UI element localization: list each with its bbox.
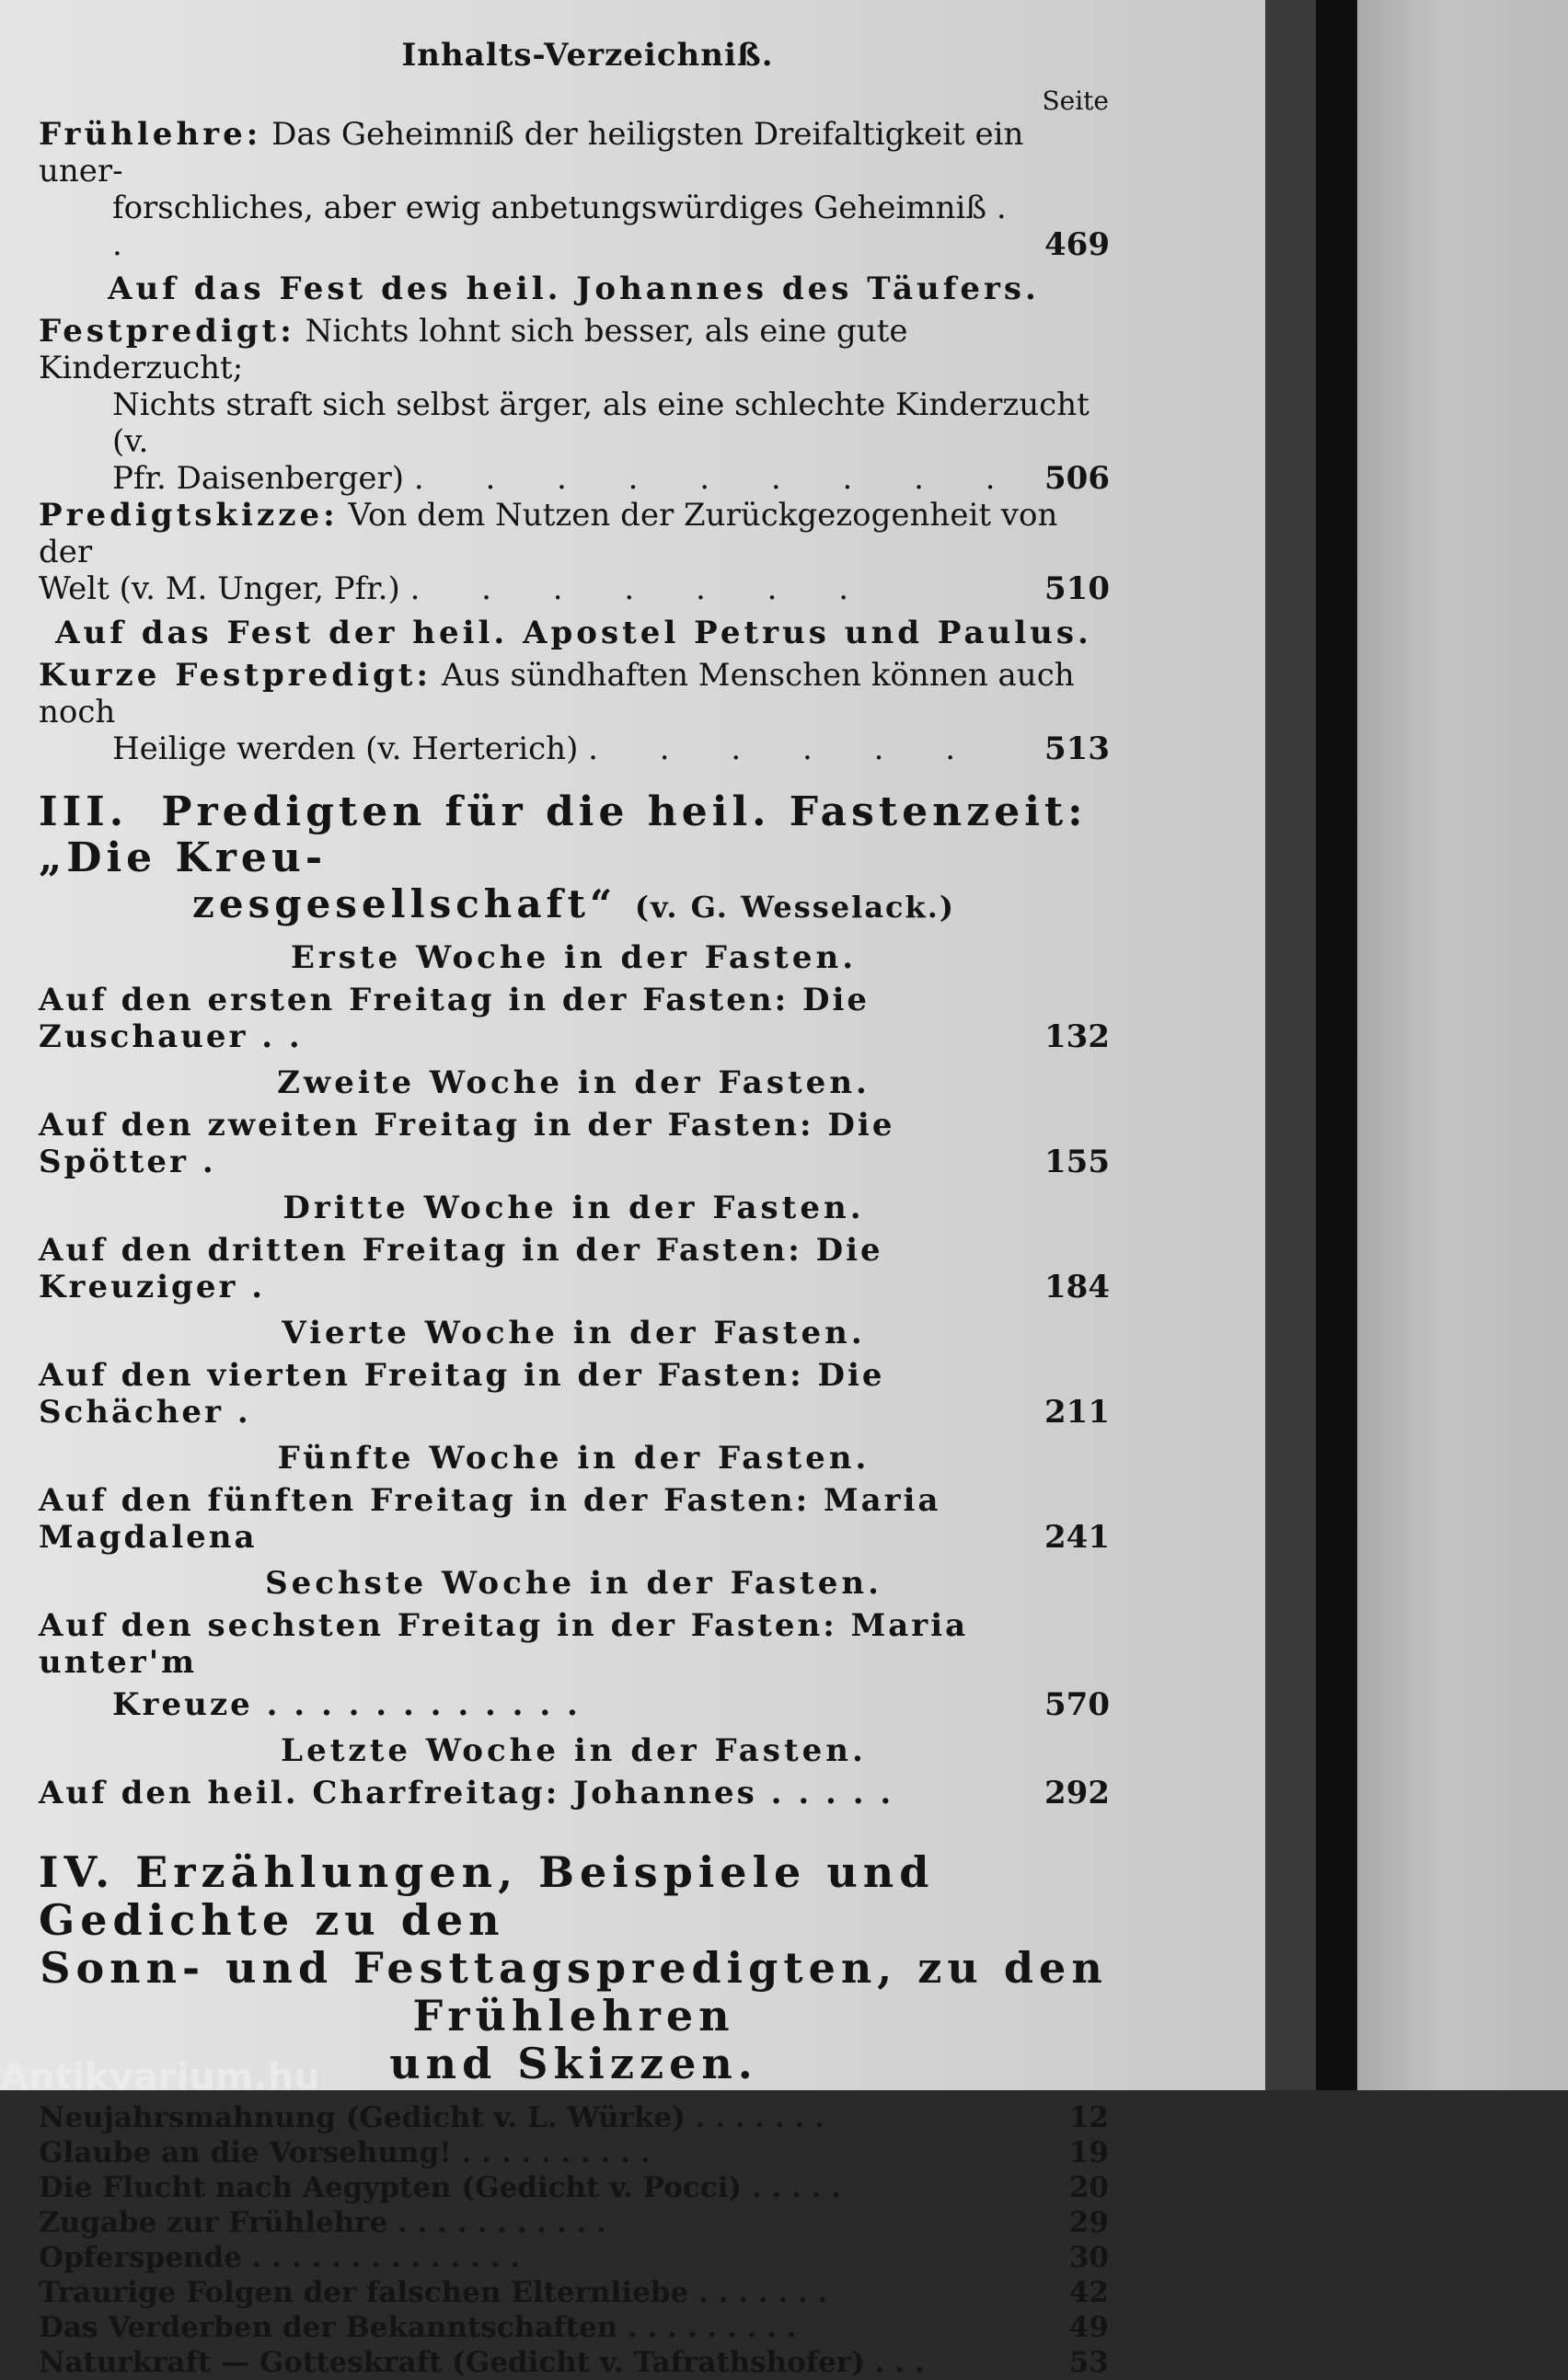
week-heading: Fünfte Woche in der Fasten. — [277, 1440, 870, 1477]
entry-text: Auf den dritten Freitag in der Fasten: Die Kreuziger — [39, 1232, 883, 1305]
section-title: Erzählungen, Beispiele und Gedichte zu den — [39, 1847, 935, 1945]
leader-dots: . — [251, 1269, 266, 1305]
page-number: 20 — [1068, 2171, 1109, 2204]
entry-label: Kurze Festpredigt: — [39, 657, 432, 694]
page-number: 49 — [1068, 2311, 1109, 2344]
list-item — [39, 2170, 1109, 2205]
page-number: 19 — [1068, 2136, 1109, 2169]
section-author: (v. G. Wesselack.) — [634, 890, 955, 925]
toc-entry — [39, 1775, 1109, 1811]
toc-entry — [39, 497, 1109, 570]
section-title: Predigten für die heil. Fastenzeit: „Die Kreu- — [39, 788, 1088, 881]
list-item — [39, 2205, 1109, 2240]
leader-dots: . . . . . — [751, 2171, 841, 2204]
entry-text: Auf den vierten Freitag in der Fasten: Die Schächer — [39, 1357, 885, 1431]
toc-entry — [39, 1607, 1109, 1681]
entry-text: Opferspende — [39, 2241, 242, 2274]
toc-entry — [39, 657, 1109, 730]
leader-dots: . . . . . . . — [409, 570, 875, 607]
entry-text: forschliches, aber ewig anbetungswürdiges Geheimniß — [112, 190, 987, 226]
toc-entry — [39, 1232, 1109, 1305]
feast-heading: Auf das Fest der heil. Apostel Petrus und Paulus. — [55, 615, 1092, 651]
leader-dots: . . . . . . . . . — [413, 460, 1021, 497]
entry-label: Predigtskizze: — [39, 497, 339, 534]
toc-entry — [39, 313, 1109, 386]
toc-entry-continued — [39, 730, 1109, 767]
leader-dots: . . . . . . . — [695, 2101, 824, 2134]
entry-text: Das Geheimniß der heiligsten Dreifaltigkeit ein uner- — [39, 116, 1024, 190]
page-number: 506 — [1044, 460, 1110, 497]
toc-entry — [39, 982, 1109, 1055]
page-number: 30 — [1068, 2241, 1109, 2274]
page-number: 53 — [1068, 2346, 1109, 2379]
entry-text: Auf den heil. Charfreitag: Johannes — [39, 1775, 757, 1811]
leader-dots: . . . . . . . . . — [628, 2311, 797, 2344]
toc-entry-continued — [39, 570, 1109, 607]
leader-dots: . . . — [874, 2346, 925, 2379]
entry-text: Aus sündhaften Menschen können auch noch — [39, 657, 1075, 730]
table-of-contents — [39, 37, 1109, 2380]
page-number: 513 — [1044, 730, 1110, 767]
toc-entry-continued — [39, 190, 1109, 263]
section-title: zesgesellschaft“ — [192, 881, 617, 926]
list-item — [39, 2345, 1109, 2380]
toc-entry-continued — [39, 1686, 1109, 1723]
entry-label: Festpredigt: — [39, 313, 295, 350]
leader-dots: . . . . . . . . . . . — [398, 2206, 606, 2239]
list-item — [39, 2240, 1109, 2275]
leader-dots: . — [236, 1394, 251, 1431]
entry-text: Pfr. Daisenberger) — [112, 460, 405, 497]
entry-text: Glaube an die Vorsehung! — [39, 2136, 452, 2169]
entry-text: Welt (v. M. Unger, Pfr.) — [39, 570, 400, 607]
page-number: 184 — [1044, 1269, 1110, 1305]
toc-entry — [39, 1482, 1109, 1556]
entry-text: Die Flucht nach Aegypten (Gedicht v. Pocci) — [39, 2171, 743, 2204]
leader-dots: . . . . . — [770, 1775, 894, 1811]
list-item — [39, 2100, 1109, 2135]
entry-text: Traurige Folgen der falschen Elternliebe — [39, 2276, 689, 2309]
entry-text: Kreuze — [112, 1686, 253, 1723]
entry-text: Nichts straft sich selbst ärger, als eine schlechte Kinderzucht (v. — [112, 386, 1090, 460]
entry-text: Auf den sechsten Freitag in der Fasten: Maria unter'm — [39, 1607, 969, 1681]
leader-dots: . . . . . . . . . . — [461, 2136, 651, 2169]
page-title: Inhalts-Verzeichniß. — [401, 37, 774, 74]
leader-dots: . . — [261, 1018, 303, 1055]
week-heading: Letzte Woche in der Fasten. — [281, 1732, 867, 1769]
section-heading — [39, 789, 1109, 930]
page-number: 12 — [1068, 2101, 1109, 2134]
entry-text: Neujahrsmahnung (Gedicht v. L. Würke) — [39, 2101, 686, 2134]
toc-entry — [39, 1107, 1109, 1180]
section-title: und Skizzen. — [389, 2039, 758, 2088]
leader-dots: . . . . . . . . . . . . — [266, 1686, 581, 1723]
toc-entry — [39, 1357, 1109, 1431]
entry-text: Nichts lohnt sich besser, als eine gute Kinderzucht; — [39, 313, 908, 386]
section-heading — [39, 1848, 1109, 2087]
week-heading: Zweite Woche in der Fasten. — [277, 1064, 870, 1101]
week-heading: Erste Woche in der Fasten. — [290, 939, 858, 976]
entry-label: Frühlehre: — [39, 116, 262, 153]
leader-dots: . — [202, 1144, 216, 1180]
page-gutter — [1265, 0, 1316, 2090]
list-item — [39, 2135, 1109, 2170]
week-heading: Dritte Woche in der Fasten. — [282, 1190, 865, 1226]
leader-dots: . . . . . . . — [698, 2276, 828, 2309]
page-number: 510 — [1044, 570, 1110, 607]
toc-entry-continued — [39, 386, 1109, 460]
section-number: IV. — [39, 1847, 116, 1897]
background-surface — [1357, 0, 1568, 2090]
page-number: 570 — [1044, 1686, 1110, 1723]
page-number: 211 — [1044, 1394, 1110, 1431]
section-number: III. — [39, 788, 129, 835]
list-item — [39, 2275, 1109, 2310]
feast-heading: Auf das Fest des heil. Johannes des Täufers. — [108, 270, 1040, 307]
section-title: Sonn- und Festtagspredigten, zu den Frühlehren — [40, 1943, 1108, 2041]
page-number: 132 — [1044, 1018, 1110, 1055]
page-column-label: Seite — [1042, 86, 1109, 116]
entry-text: Heilige werden (v. Herterich) — [112, 730, 579, 767]
page-number: 42 — [1068, 2276, 1109, 2309]
entry-text: Auf den zweiten Freitag in der Fasten: Die Spötter — [39, 1107, 895, 1180]
page-number: 29 — [1068, 2206, 1109, 2239]
watermark: Antikvarium.hu — [0, 2056, 320, 2098]
page-number: 241 — [1044, 1519, 1110, 1556]
toc-entry-continued — [39, 460, 1109, 497]
entry-text: Zugabe zur Frühlehre — [39, 2206, 388, 2239]
page-number: 469 — [1044, 226, 1110, 263]
toc-entry — [39, 116, 1109, 190]
book-cover-edge — [1316, 0, 1357, 2090]
week-heading: Vierte Woche in der Fasten. — [282, 1315, 866, 1351]
week-heading: Sechste Woche in der Fasten. — [265, 1565, 882, 1602]
entry-text: Auf den ersten Freitag in der Fasten: Die Zuschauer — [39, 982, 870, 1055]
entry-text: Das Verderben der Bekanntschaften — [39, 2311, 618, 2344]
leader-dots: . . . . . . . . . . . . . . — [251, 2241, 521, 2274]
entry-text: Auf den fünften Freitag in der Fasten: Maria Magdalena — [39, 1482, 941, 1556]
entry-text: Naturkraft — Gotteskraft (Gedicht v. Tafrathshofer) — [39, 2346, 865, 2379]
entry-text: Von dem Nutzen der Zurückgezogenheit von der — [39, 497, 1058, 570]
leader-dots: . . . . . . — [588, 730, 982, 767]
leader-dots: . . — [112, 190, 1032, 263]
page-number: 292 — [1044, 1775, 1110, 1811]
list-item — [39, 2310, 1109, 2345]
page-number: 155 — [1044, 1144, 1110, 1180]
